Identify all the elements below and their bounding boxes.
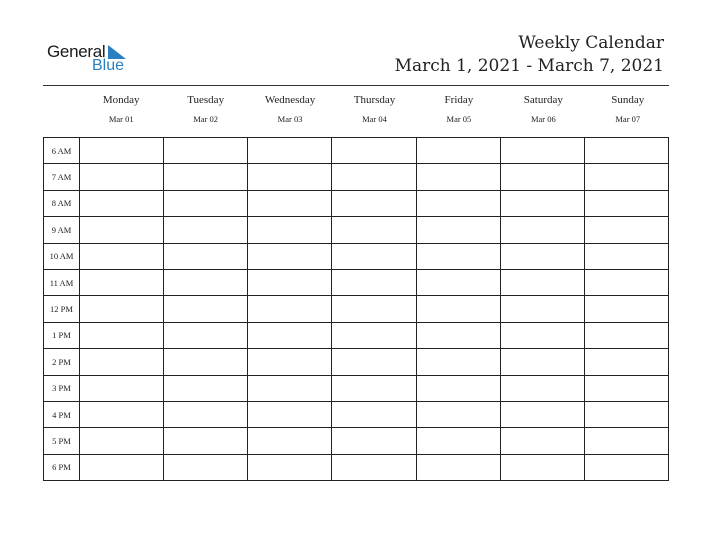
calendar-cell[interactable]	[584, 322, 668, 348]
calendar-cell[interactable]	[500, 428, 584, 454]
calendar-cell[interactable]	[584, 454, 668, 480]
calendar-cell[interactable]	[500, 217, 584, 243]
calendar-cell[interactable]	[584, 269, 668, 295]
calendar-cell[interactable]	[164, 269, 248, 295]
header-block	[395, 32, 664, 78]
calendar-cell[interactable]	[248, 243, 332, 269]
time-row	[44, 217, 669, 243]
calendar-cell[interactable]	[80, 190, 164, 216]
calendar-cell[interactable]	[248, 454, 332, 480]
time-label: 1 PM	[44, 322, 80, 348]
calendar-cell[interactable]	[584, 138, 668, 164]
time-row	[44, 296, 669, 322]
calendar-cell[interactable]	[584, 349, 668, 375]
calendar-cell[interactable]	[80, 349, 164, 375]
day-name: Friday	[444, 94, 474, 106]
calendar-cell[interactable]	[416, 269, 500, 295]
time-row	[44, 243, 669, 269]
calendar-cell[interactable]	[332, 138, 416, 164]
time-row	[44, 349, 669, 375]
calendar-cell[interactable]	[80, 401, 164, 427]
calendar-cell[interactable]	[416, 138, 500, 164]
calendar-cell[interactable]	[500, 322, 584, 348]
calendar-cell[interactable]	[164, 164, 248, 190]
calendar-cell[interactable]	[164, 190, 248, 216]
calendar-cell[interactable]	[80, 138, 164, 164]
logo-word-blue: Blue	[92, 57, 125, 74]
calendar-cell[interactable]	[332, 190, 416, 216]
calendar-cell[interactable]	[332, 454, 416, 480]
calendar-cell[interactable]	[248, 164, 332, 190]
general-blue-logo	[47, 42, 137, 78]
time-row	[44, 428, 669, 454]
day-name: Wednesday	[264, 94, 316, 106]
calendar-cell[interactable]	[500, 190, 584, 216]
day-date: Mar 05	[446, 114, 472, 124]
date-range: March 1, 2021 - March 7, 2021	[394, 56, 664, 76]
calendar-cell[interactable]	[248, 322, 332, 348]
calendar-cell[interactable]	[584, 296, 668, 322]
calendar-cell[interactable]	[164, 322, 248, 348]
calendar-cell[interactable]	[416, 190, 500, 216]
calendar-cell[interactable]	[332, 322, 416, 348]
calendar-cell[interactable]	[248, 190, 332, 216]
calendar-cell[interactable]	[80, 375, 164, 401]
calendar-cell[interactable]	[164, 349, 248, 375]
calendar-cell[interactable]	[332, 428, 416, 454]
header-divider	[43, 85, 669, 86]
day-header	[417, 93, 501, 127]
calendar-cell[interactable]	[332, 375, 416, 401]
calendar-cell[interactable]	[500, 375, 584, 401]
calendar-cell[interactable]	[332, 349, 416, 375]
time-label: 6 AM	[44, 138, 80, 164]
calendar-cell[interactable]	[248, 428, 332, 454]
calendar-cell[interactable]	[500, 296, 584, 322]
calendar-cell[interactable]	[584, 190, 668, 216]
calendar-cell[interactable]	[416, 243, 500, 269]
calendar-cell[interactable]	[248, 138, 332, 164]
calendar-cell[interactable]	[248, 217, 332, 243]
calendar-cell[interactable]	[332, 401, 416, 427]
calendar-cell[interactable]	[80, 428, 164, 454]
calendar-cell[interactable]	[416, 322, 500, 348]
time-label: 3 PM	[44, 375, 80, 401]
calendar-cell[interactable]	[584, 428, 668, 454]
day-name: Sunday	[611, 94, 645, 106]
calendar-cell[interactable]	[164, 296, 248, 322]
time-label: 4 PM	[44, 401, 80, 427]
day-header	[163, 93, 247, 127]
calendar-cell[interactable]	[80, 243, 164, 269]
calendar-cell[interactable]	[332, 164, 416, 190]
calendar-cell[interactable]	[416, 349, 500, 375]
day-date: Mar 02	[193, 114, 219, 124]
calendar-cell[interactable]	[80, 296, 164, 322]
day-header	[79, 93, 163, 127]
time-label: 2 PM	[44, 349, 80, 375]
calendar-cell[interactable]	[500, 401, 584, 427]
calendar-cell[interactable]	[164, 243, 248, 269]
calendar-cell[interactable]	[332, 243, 416, 269]
calendar-cell[interactable]	[416, 401, 500, 427]
day-name: Thursday	[353, 94, 396, 106]
calendar-cell[interactable]	[416, 217, 500, 243]
calendar-cell[interactable]	[584, 164, 668, 190]
day-header	[248, 93, 332, 127]
calendar-cell[interactable]	[500, 164, 584, 190]
calendar-cell[interactable]	[164, 428, 248, 454]
calendar-cell[interactable]	[332, 217, 416, 243]
day-date: Mar 06	[530, 114, 556, 124]
calendar-cell[interactable]	[584, 401, 668, 427]
calendar-cell[interactable]	[164, 375, 248, 401]
time-row	[44, 164, 669, 190]
calendar-cell[interactable]	[80, 322, 164, 348]
logo-word-general: General	[47, 42, 106, 61]
time-label: 5 PM	[44, 428, 80, 454]
time-label: 9 AM	[44, 217, 80, 243]
day-name: Monday	[102, 94, 140, 106]
time-row	[44, 322, 669, 348]
calendar-cell[interactable]	[248, 401, 332, 427]
calendar-cell[interactable]	[80, 164, 164, 190]
day-date: Mar 07	[615, 114, 641, 124]
calendar-cell[interactable]	[500, 243, 584, 269]
calendar-cell[interactable]	[416, 454, 500, 480]
calendar-cell[interactable]	[416, 164, 500, 190]
time-row	[44, 401, 669, 427]
calendar-cell[interactable]	[500, 454, 584, 480]
calendar-cell[interactable]	[248, 375, 332, 401]
calendar-cell[interactable]	[500, 349, 584, 375]
day-date: Mar 01	[108, 114, 134, 124]
day-name: Tuesday	[187, 94, 225, 106]
calendar-cell[interactable]	[500, 269, 584, 295]
time-label: 6 PM	[44, 454, 80, 480]
calendar-cell[interactable]	[164, 401, 248, 427]
calendar-cell[interactable]	[164, 138, 248, 164]
calendar-cell[interactable]	[80, 454, 164, 480]
calendar-cell[interactable]	[80, 217, 164, 243]
calendar-cell[interactable]	[248, 349, 332, 375]
day-date: Mar 04	[362, 114, 387, 124]
calendar-cell[interactable]	[584, 243, 668, 269]
time-row	[44, 190, 669, 216]
day-header-row	[79, 93, 670, 127]
time-row	[44, 269, 669, 295]
calendar-cell[interactable]	[80, 269, 164, 295]
time-row	[44, 375, 669, 401]
weekly-calendar-grid	[43, 137, 669, 481]
time-label: 12 PM	[44, 296, 80, 322]
calendar-cell[interactable]	[332, 269, 416, 295]
day-header	[586, 93, 670, 127]
day-header	[332, 93, 416, 127]
time-label: 7 AM	[44, 164, 80, 190]
calendar-cell[interactable]	[500, 138, 584, 164]
day-name: Saturday	[523, 94, 563, 106]
calendar-cell[interactable]	[248, 269, 332, 295]
time-label: 8 AM	[44, 190, 80, 216]
time-row	[44, 138, 669, 164]
calendar-cell[interactable]	[416, 296, 500, 322]
time-label: 10 AM	[44, 243, 80, 269]
day-header	[501, 93, 585, 127]
day-date: Mar 03	[277, 114, 303, 124]
calendar-cell[interactable]	[584, 375, 668, 401]
calendar-cell[interactable]	[248, 296, 332, 322]
calendar-cell[interactable]	[332, 296, 416, 322]
calendar-cell[interactable]	[164, 454, 248, 480]
calendar-cell[interactable]	[164, 217, 248, 243]
page-title: Weekly Calendar	[518, 33, 664, 53]
time-row	[44, 454, 669, 480]
calendar-cell[interactable]	[416, 375, 500, 401]
time-label: 11 AM	[44, 269, 80, 295]
calendar-cell[interactable]	[416, 428, 500, 454]
calendar-cell[interactable]	[584, 217, 668, 243]
